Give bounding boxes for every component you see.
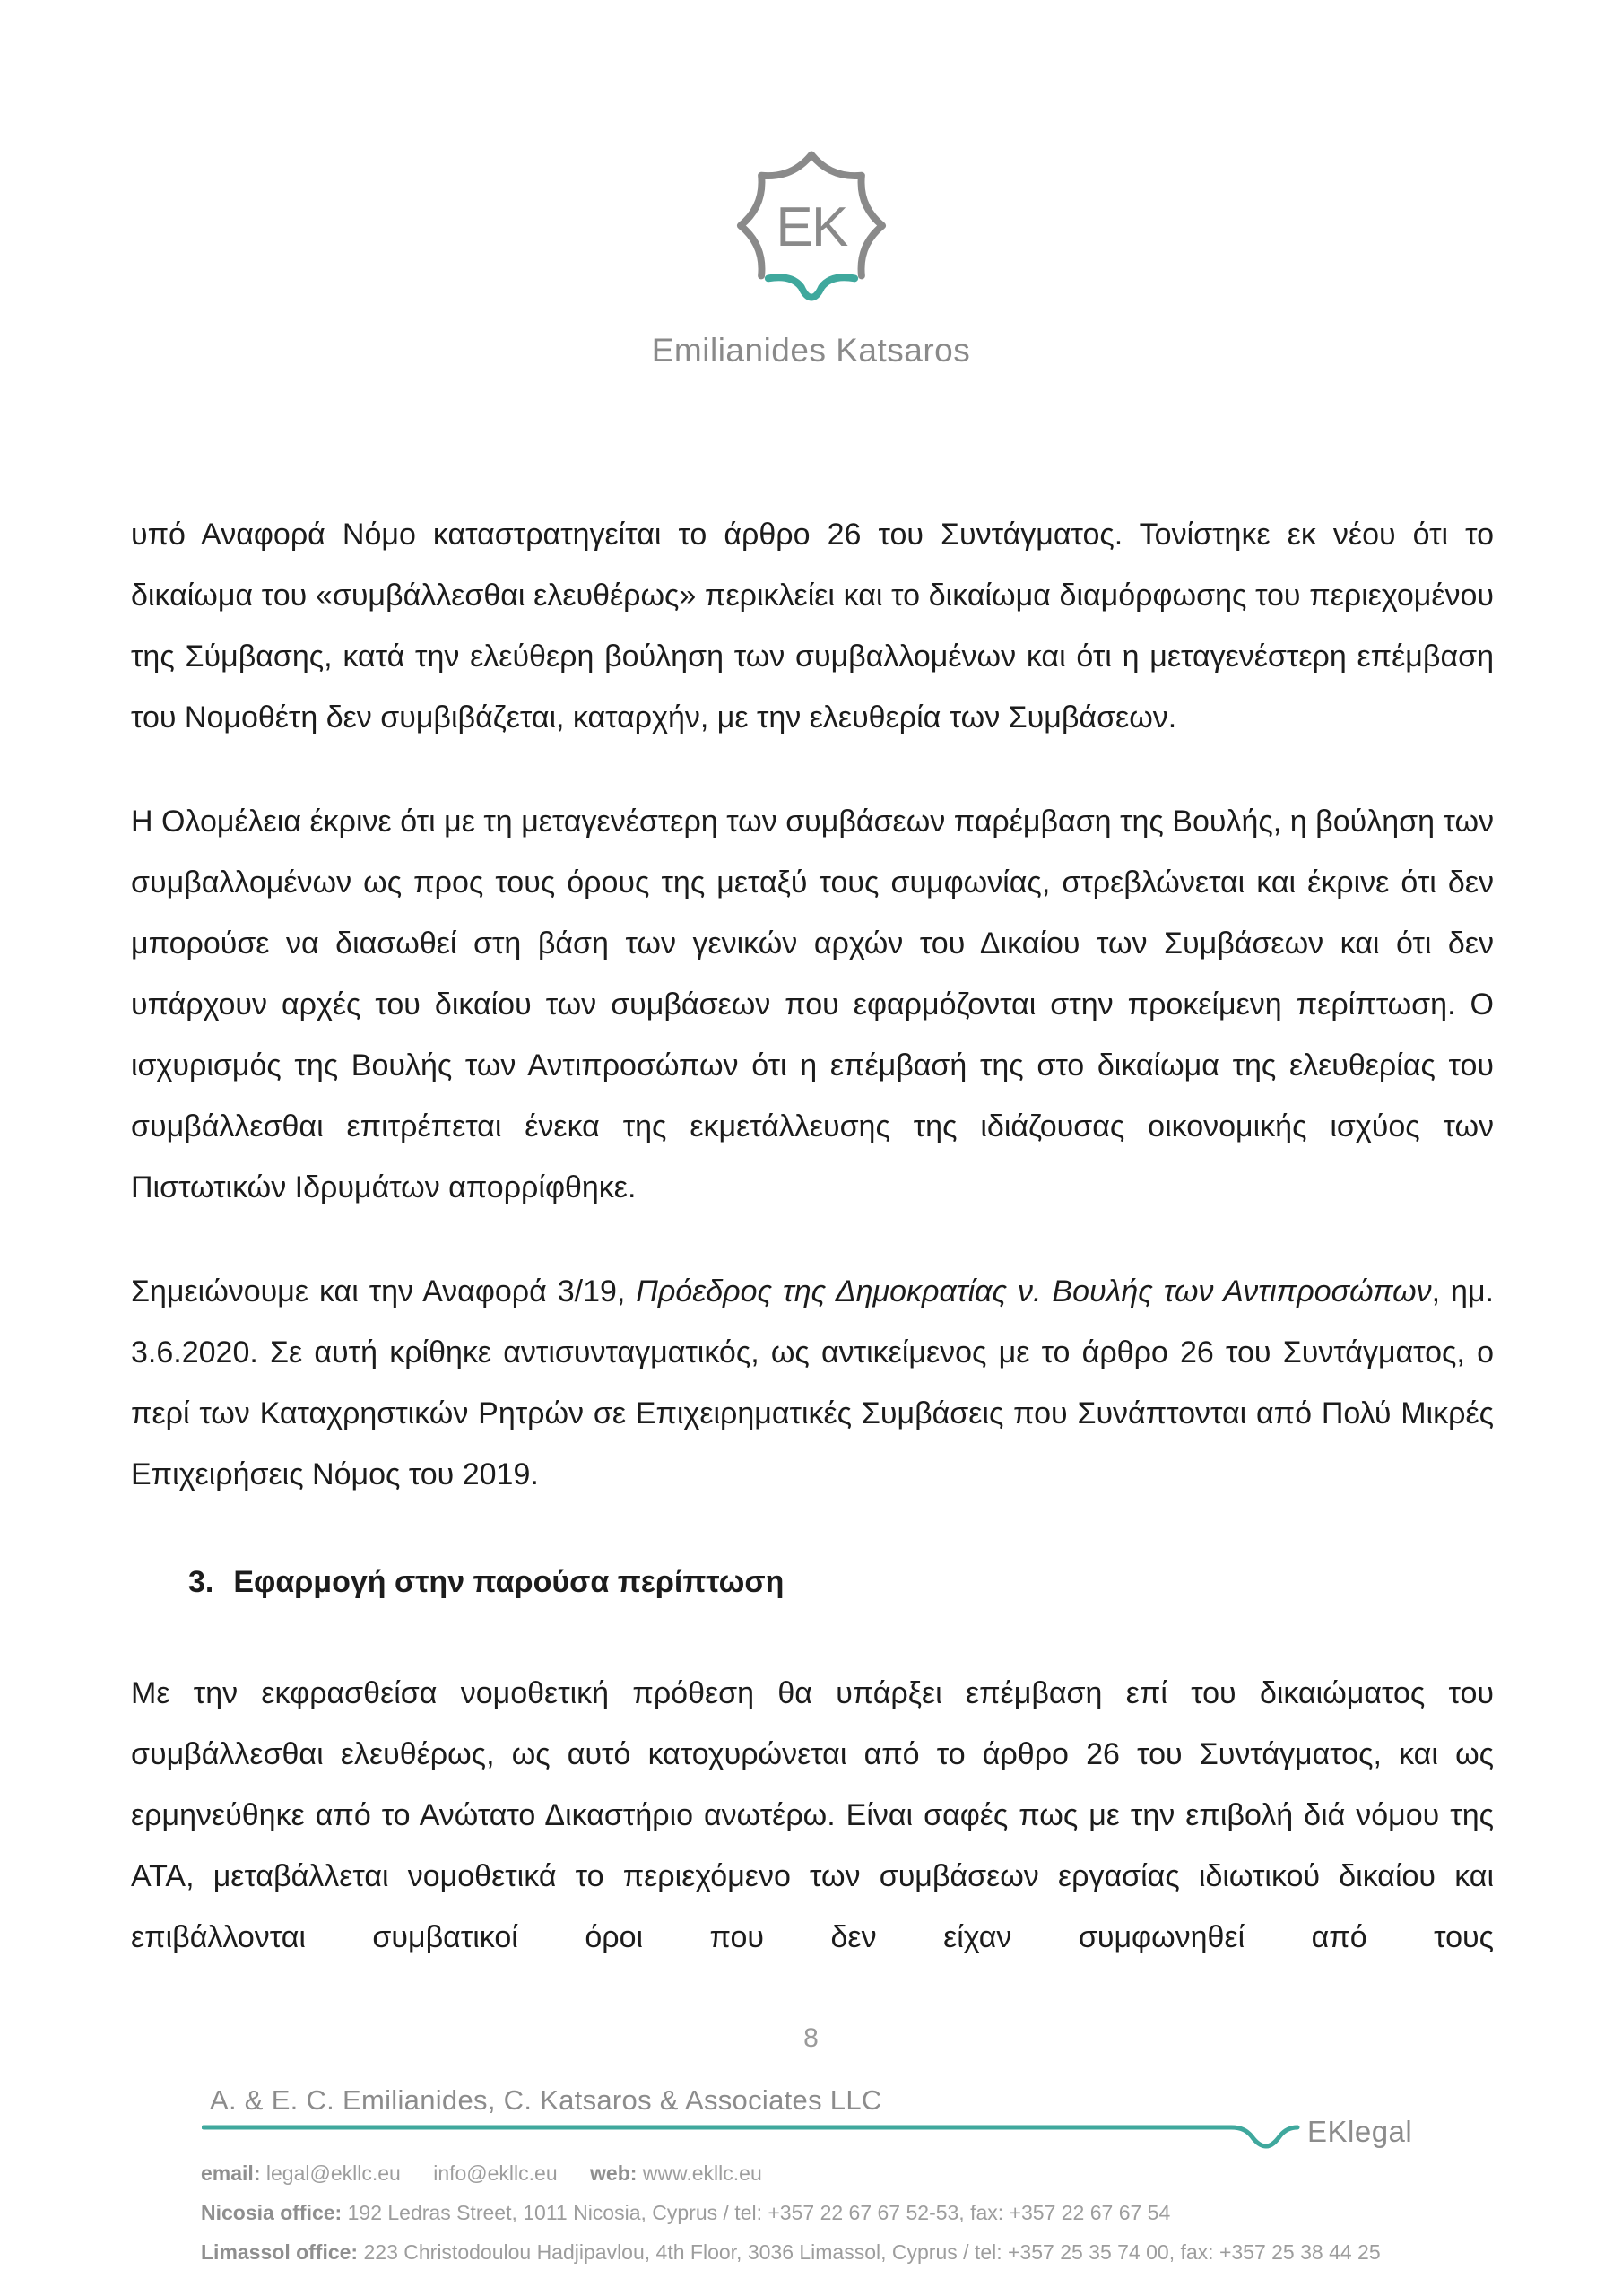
email-secondary: info@ekllc.eu	[433, 2161, 558, 2185]
footer-contact-block	[201, 2161, 1381, 2280]
footer-teal-rule-swoosh-icon	[202, 2122, 1300, 2152]
paragraph-2: Η Ολομέλεια έκρινε ότι με τη μεταγενέστερη των συμβάσεων παρέμβαση της Βουλής, η βούληση των συμβαλλομένων ως προς τους όρους της μεταξύ τους συμφωνίας, στρεβλώνεται και έκρινε ότι δεν μπορούσε να διασωθεί στη βάση των γενικών αρχών του Δικαίου των Συμβάσεων και ότι δεν υπάρχουν αρχές του δικαίου των συμβάσεων που εφαρμόζονται στην προκείμενη περίπτωση. Ο ισχυρισμός της Βουλής των Αντιπροσώπων ότι η επέμβασή της στο δικαίωμα της ελευθερίας του συμβάλλεσθαι επιτρέπεται ένεκα της εκμετάλλευσης της ιδιάζουσας οικονομικής ισχύος των Πιστωτικών Ιδρυμάτων απορρίφθηκε.	[131, 804, 1494, 1205]
document-header	[0, 147, 1622, 370]
email-label: email:	[201, 2161, 261, 2185]
limassol-office-details: 223 Christodoulou Hadjipavlou, 4th Floor, 3036 Limassol, Cyprus / tel: +357 25 35 74 00, fax: +357 25 38 44 25	[363, 2240, 1381, 2264]
paragraph-3	[131, 1261, 1494, 1505]
limassol-office-label: Limassol office:	[201, 2240, 359, 2264]
paragraph-1: υπό Αναφορά Νόμο καταστρατηγείται το άρθρο 26 του Συντάγματος. Τονίστηκε εκ νέου ότι το δικαίωμα του «συμβάλλεσθαι ελευθέρως» περικλείει και το δικαίωμα διαμόρφωσης του περιεχομένου της Σύμβασης, κατά την ελεύθερη βούληση των συμβαλλομένων και ότι η μεταγενέστερη επέμβαση του Νομοθέτη δεν συμβιβάζεται, καταρχήν, με την ελευθερία των Συμβάσεων.	[131, 517, 1494, 735]
footer-brand-wordmark: EKlegal	[1307, 2115, 1413, 2148]
footer-contact-nicosia-line	[201, 2201, 1381, 2225]
paragraph-3-tail: , ημ. 3.6.2020. Σε αυτή κρίθηκε αντισυνταγματικός, ως αντικείμενος με το άρθρο 26 του Συντάγματος, ο περί των Καταχρηστικών Ρητρών σε Επιχειρηματικές Συμβάσεις που Συνάπτονται από Πολύ Μικρές Επιχειρήσεις Νόμος του 2019.	[131, 1274, 1495, 1492]
nicosia-office-label: Nicosia office:	[201, 2201, 343, 2224]
web-label: web:	[590, 2161, 638, 2185]
logo-monogram: EK	[775, 196, 847, 258]
section-heading	[131, 1552, 1494, 1613]
paragraph-4: Με την εκφρασθείσα νομοθετική πρόθεση θα υπάρξει επέμβαση επί του δικαιώματος του συμβάλλεσθαι ελευθέρως, ως αυτό κατοχυρώνεται από το άρθρο 26 του Συντάγματος, και ως ερμηνεύθηκε από το Ανώτατο Δικαστήριο ανωτέρω. Είναι σαφές πως με την επιβολή διά νόμου της ΑΤΑ, μεταβάλλεται νομοθετικά το περιεχόμενο των συμβάσεων εργασίας ιδιωτικού δικαίου και επιβάλλονται συμβατικοί όροι που δεν είχαν συμφωνηθεί από τους	[131, 1676, 1494, 1954]
footer-contact-limassol-line	[201, 2240, 1381, 2265]
web-address: www.ekllc.eu	[642, 2161, 762, 2185]
email-primary: legal@ekllc.eu	[265, 2161, 401, 2185]
footer-contact-email-line	[201, 2161, 1381, 2186]
section-heading-number: 3.	[188, 1565, 214, 1599]
nicosia-office-details: 192 Ledras Street, 1011 Nicosia, Cyprus / tel: +357 22 67 67 52-53, fax: +357 22 67 67 54	[347, 2201, 1171, 2224]
page-number: 8	[803, 2023, 819, 2053]
header-firm-name: Emilianides Katsaros	[651, 332, 971, 369]
footer-firm-line: A. & E. C. Emilianides, C. Katsaros & Associates LLC	[210, 2084, 882, 2116]
document-body	[131, 504, 1494, 2011]
ek-seal-logo-icon	[734, 147, 889, 310]
section-heading-title: Εφαρμογή στην παρούσα περίπτωση	[233, 1565, 785, 1599]
paragraph-3-lead: Σημειώνουμε και την Αναφορά 3/19,	[131, 1274, 637, 1309]
paragraph-3-case-citation: Πρόεδρος της Δημοκρατίας ν. Βουλής των Αντιπροσώπων	[636, 1274, 1432, 1309]
